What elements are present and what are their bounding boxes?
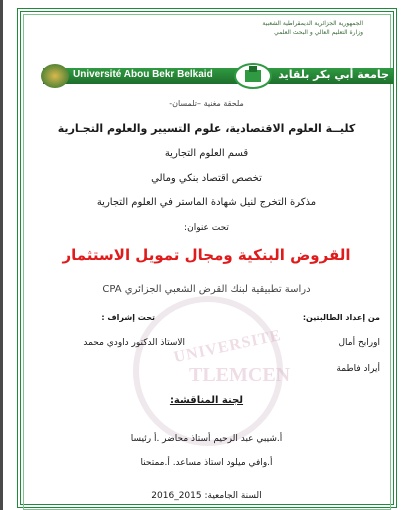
university-logo-icon <box>41 64 69 88</box>
supervisor-name: الاستاذ الدكتور داودي محمد <box>83 338 185 348</box>
faculty-name: كليــة العلوم الاقتصادية، علوم التسيير والعلوم التجـارية <box>57 122 356 135</box>
annex-line: ملحقة مغنية –تلمسان- <box>169 99 244 108</box>
committee-label: لجنة المناقشة: <box>169 395 244 406</box>
students-label: من إعداد الطالبتين: <box>302 313 380 322</box>
republic-line: الجمهورية الجزائرية الديمقراطية الشعبية <box>262 20 363 27</box>
document-page <box>3 0 410 510</box>
thesis-subtitle: دراسة تطبيقية لبنك القرض الشعبي الجزائري CPA <box>102 284 311 295</box>
university-emblem-icon <box>233 62 273 90</box>
committee-member-2: أ.وافي ميلود استاذ مساعد. أ.ممتحنا <box>140 458 273 468</box>
supervisor-label: تحت إشراف : <box>101 313 155 322</box>
university-name-ar: جامعة أبي بكر بلقايد <box>278 68 389 81</box>
academic-year: السنة الجامعية: 2015_2016 <box>151 491 262 501</box>
specialty-name: تخصص اقتصاد بنكي ومالي <box>151 173 262 184</box>
ministry-line: وزارة التعليم العالي و البحث العلمي <box>274 29 363 36</box>
student-2: أيراد فاطمة <box>336 364 380 374</box>
thesis-line: مذكرة التخرج لنيل شهادة الماستر في العلوم التجارية <box>96 197 317 208</box>
thesis-title: القروض البنكية ومجال تمويل الاستثمار <box>62 246 351 264</box>
committee-member-1: أ.شيبي عبد الرحيم أستاذ محاضر .أ رئيسا <box>130 434 283 444</box>
department-name: قسم العلوم التجارية <box>164 148 249 159</box>
watermark-text-2: TLEMCEN <box>189 364 291 386</box>
university-name-fr: Université Abou Bekr Belkaid <box>73 69 213 80</box>
watermark-text-1: UNIVERSITE <box>172 326 284 367</box>
student-1: اورابح أمال <box>338 338 380 348</box>
title-intro: تحت عنوان: <box>184 223 229 233</box>
